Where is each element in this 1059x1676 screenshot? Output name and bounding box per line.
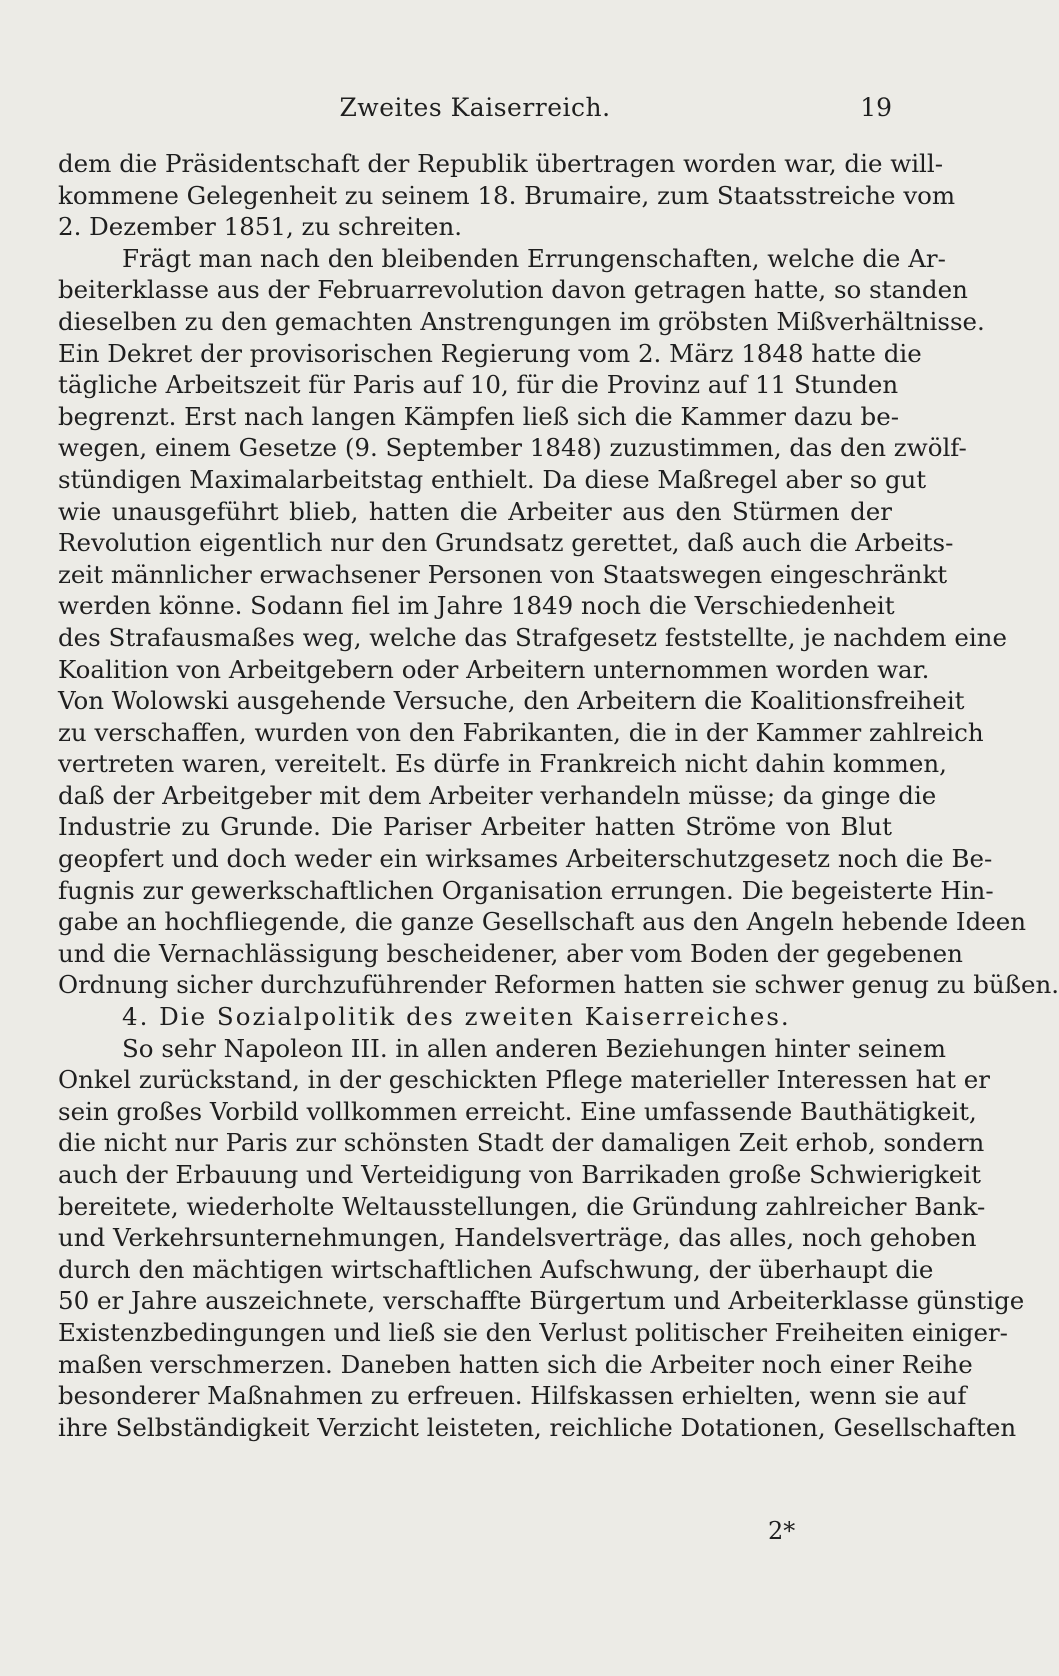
text-line: die nicht nur Paris zur schönsten Stadt der damaligen Zeit erhob, sondern — [58, 1128, 985, 1158]
text-line: dieselben zu den gemachten Anstrengungen im gröbsten Mißverhältnisse. — [58, 306, 985, 336]
text-line: sein großes Vorbild vollkommen erreicht. Eine umfassende Bauthätigkeit, — [58, 1096, 977, 1126]
text-line: durch den mächtigen wirtschaftlichen Aufschwung, der überhaupt die — [58, 1254, 934, 1284]
text-line: Existenzbedingungen und ließ sie den Verlust politischer Freiheiten einiger- — [58, 1317, 1008, 1347]
text-line: tägliche Arbeitszeit für Paris auf 10, für die Provinz auf 11 Stunden — [58, 370, 899, 400]
text-line: 50 er Jahre auszeichnete, verschaffte Bürgertum und Arbeiterklasse günstige — [58, 1286, 1025, 1316]
text-line: Ordnung sicher durchzuführender Reformen hatten sie schwer genug zu büßen. — [58, 970, 1059, 1000]
text-line: werden könne. Sodann fiel im Jahre 1849 noch die Verschiedenheit — [58, 591, 895, 621]
text-line: ihre Selbständigkeit Verzicht leisteten, reichliche Dotationen, Gesellschaften — [58, 1412, 1017, 1442]
running-title: Zweites Kaiserreich. — [339, 93, 611, 122]
text-line: Ein Dekret der provisorischen Regierung vom 2. März 1848 hatte die — [58, 338, 922, 368]
text-line: Industrie zu Grunde. Die Pariser Arbeiter hatten Ströme von Blut — [58, 812, 892, 842]
text-line: Koalition von Arbeitgebern oder Arbeitern unternommen worden war. — [58, 654, 930, 684]
text-line: 2. Dezember 1851, zu schreiten. — [58, 212, 463, 242]
text-line: und Verkehrsunternehmungen, Handelsverträge, das alles, noch gehoben — [58, 1223, 977, 1253]
text-line: daß der Arbeitgeber mit dem Arbeiter verhandeln müsse; da ginge die — [58, 780, 937, 810]
body-text — [58, 148, 1059, 1443]
text-line: dem die Präsidentschaft der Republik übertragen worden war, die will- — [58, 149, 943, 178]
text-line: und die Vernachlässigung bescheidener, aber vom Boden der gegebenen — [58, 938, 963, 968]
page-number: 19 — [860, 93, 892, 122]
text-line: wegen, einem Gesetze (9. September 1848) zuzustimmen, das den zwölf- — [58, 433, 967, 463]
signature-mark: 2* — [768, 1517, 796, 1545]
text-line: geopfert und doch weder ein wirksames Arbeiterschutzgesetz noch die Be- — [58, 844, 993, 874]
text-line: besonderer Maßnahmen zu erfreuen. Hilfskassen erhielten, wenn sie auf — [58, 1381, 967, 1411]
text-line: Von Wolowski ausgehende Versuche, den Arbeitern die Koalitionsfreiheit — [58, 686, 965, 716]
text-line: auch der Erbauung und Verteidigung von Barrikaden große Schwierigkeit — [58, 1160, 982, 1189]
text-line: begrenzt. Erst nach langen Kämpfen ließ sich die Kammer dazu be- — [58, 401, 900, 431]
text-line: wie unausgeführt blieb, hatten die Arbeiter aus den Stürmen der — [58, 496, 892, 526]
text-line: Revolution eigentlich nur den Grundsatz gerettet, daß auch die Arbeits- — [58, 528, 954, 558]
text-line: maßen verschmerzen. Daneben hatten sich die Arbeiter noch einer Reihe — [58, 1349, 973, 1379]
text-line: gabe an hochfliegende, die ganze Gesellschaft aus den Angeln hebende Ideen — [58, 907, 1027, 937]
running-head — [58, 90, 892, 126]
text-line: zu verschaffen, wurden von den Fabrikanten, die in der Kammer zahlreich — [58, 717, 984, 747]
text-line: So sehr Napoleon III. in allen anderen Beziehungen hinter seinem — [122, 1033, 946, 1063]
text-line: des Strafausmaßes weg, welche das Strafgesetz feststellte, je nachdem eine — [58, 622, 1007, 652]
text-line: vertreten waren, vereitelt. Es dürfe in Frankreich nicht dahin kommen, — [58, 749, 947, 779]
section-heading: 4. Die Sozialpolitik des zweiten Kaiserreiches. — [122, 1002, 791, 1032]
text-line: fugnis zur gewerkschaftlichen Organisation errungen. Die begeisterte Hin- — [58, 875, 994, 905]
text-line: stündigen Maximalarbeitstag enthielt. Da diese Maßregel aber so gut — [58, 464, 927, 494]
text-line: kommene Gelegenheit zu seinem 18. Brumaire, zum Staatsstreiche vom — [58, 180, 956, 210]
text-line: beiterklasse aus der Februarrevolution davon getragen hatte, so standen — [58, 275, 968, 305]
text-line: bereitete, wiederholte Weltausstellungen, die Gründung zahlreicher Bank- — [58, 1191, 986, 1221]
text-line: Frägt man nach den bleibenden Errungenschaften, welche die Ar- — [122, 243, 946, 273]
text-line: zeit männlicher erwachsener Personen von Staatswegen eingeschränkt — [58, 559, 948, 589]
text-line: Onkel zurückstand, in der geschickten Pflege materieller Interessen hat er — [58, 1065, 990, 1095]
